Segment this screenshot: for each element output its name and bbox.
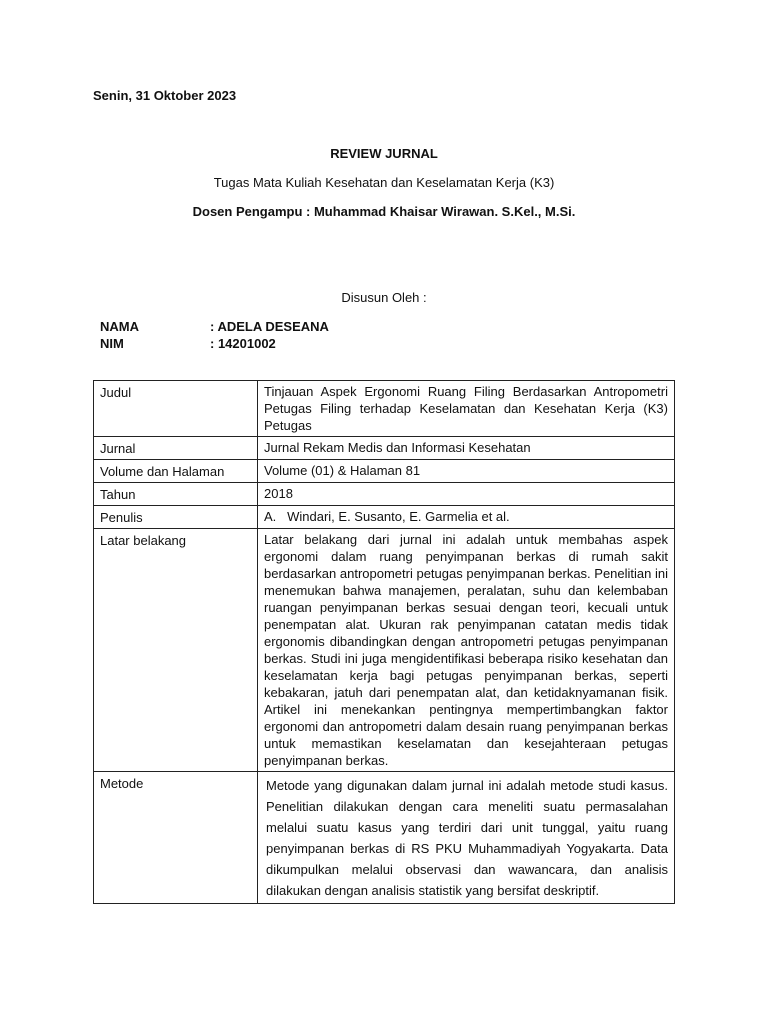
row-value-metode: Metode yang digunakan dalam jurnal ini adalah metode studi kasus. Penelitian dilakukan dengan cara meneliti suatu permasalahan melalui suatu kasus yang terdiri dari unit tunggal, yaitu ruang penyimpanan berkas di RS PKU Muhammadiyah Yogyakarta. Data dikumpulkan melalui observasi dan wawancara, dan analisis dilakukan dengan analisis statistik yang bersifat deskriptif. bbox=[258, 772, 675, 904]
row-label-volume: Volume dan Halaman bbox=[94, 460, 258, 483]
lecturer-name: Dosen Pengampu : Muhammad Khaisar Wirawan. S.Kel., M.Si. bbox=[192, 204, 576, 219]
student-name-row bbox=[100, 319, 329, 334]
course-name: Tugas Mata Kuliah Kesehatan dan Keselamatan Kerja (K3) bbox=[213, 175, 555, 190]
row-label-judul: Judul bbox=[94, 381, 258, 437]
row-value-penulis: A. Windari, E. Susanto, E. Garmelia et al. bbox=[258, 506, 675, 529]
row-value-tahun: 2018 bbox=[258, 483, 675, 506]
row-value-jurnal: Jurnal Rekam Medis dan Informasi Kesehatan bbox=[258, 437, 675, 460]
review-table bbox=[93, 380, 675, 904]
table-row bbox=[94, 460, 675, 483]
document-date: Senin, 31 Oktober 2023 bbox=[93, 88, 237, 103]
document-title: REVIEW JURNAL bbox=[330, 146, 438, 161]
row-label-jurnal: Jurnal bbox=[94, 437, 258, 460]
student-id-label: NIM bbox=[100, 336, 124, 351]
table-row bbox=[94, 381, 675, 437]
student-id-row bbox=[100, 336, 276, 351]
student-id-value: : 14201002 bbox=[210, 336, 276, 351]
table-row bbox=[94, 483, 675, 506]
row-value-judul: Tinjauan Aspek Ergonomi Ruang Filing Berdasarkan Antropometri Petugas Filing terhadap Keselamatan dan Kesehatan Kerja (K3) Petugas bbox=[258, 381, 675, 437]
row-label-latar-belakang: Latar belakang bbox=[94, 529, 258, 772]
table-row bbox=[94, 529, 675, 772]
student-name-value: : ADELA DESEANA bbox=[210, 319, 329, 334]
table-row bbox=[94, 506, 675, 529]
row-value-latar-belakang: Latar belakang dari jurnal ini adalah untuk membahas aspek ergonomi dalam ruang penyimpanan berkas di rumah sakit berdasarkan antropometri petugas penyimpanan berkas. Penelitian ini menemukan bahwa manajemen, peralatan, suhu dan kelembaban ruangan penyimpanan berkas sesuai dengan teori, kecuali untuk penempatan alat. Ukuran rak penyimpanan catatan medis tidak ergonomis dibandingkan dengan antropometri petugas penyimpanan berkas. Studi ini juga mengidentifikasi beberapa risiko kesehatan dan keselamatan kerja bagi petugas penyimpanan berkas, seperti kebakaran, jatuh dari penempatan alat, dan ketidaknyamanan fisik. Artikel ini menekankan pentingnya mempertimbangkan faktor ergonomi dan antropometri dalam desain ruang penyimpanan berkas untuk memastikan keselamatan dan kesejahteraan petugas penyimpanan berkas. bbox=[258, 529, 675, 772]
row-value-volume: Volume (01) & Halaman 81 bbox=[258, 460, 675, 483]
student-name-label: NAMA bbox=[100, 319, 139, 334]
table-row bbox=[94, 437, 675, 460]
row-label-metode: Metode bbox=[94, 772, 258, 904]
row-label-penulis: Penulis bbox=[94, 506, 258, 529]
compiled-by-label: Disusun Oleh : bbox=[341, 290, 427, 305]
table-row bbox=[94, 772, 675, 904]
row-label-tahun: Tahun bbox=[94, 483, 258, 506]
